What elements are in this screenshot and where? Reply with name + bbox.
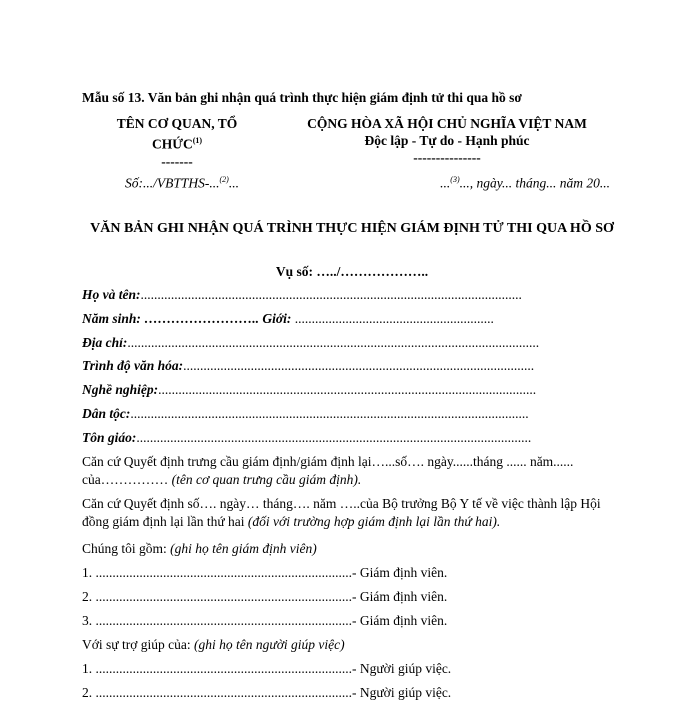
body-text xyxy=(82,453,627,705)
personal-info-fields xyxy=(82,287,622,454)
place-date-prefix: ... xyxy=(440,175,451,191)
agency-rule: ------- xyxy=(161,153,193,169)
field-ethnicity-label: Dân tộc: xyxy=(82,405,131,421)
national-motto: Độc lập - Tự do - Hạnh phúc xyxy=(364,133,530,148)
field-gender-dots: ........................................................... xyxy=(294,310,494,326)
document-number-prefix: Số:.../VBTTHS-... xyxy=(125,175,220,191)
field-occupation-label: Nghề nghiệp: xyxy=(82,382,159,398)
footnote-3: (3) xyxy=(450,175,460,184)
field-religion-dots: ..................................................................................................................... xyxy=(136,429,532,445)
field-gender-label: Giới: xyxy=(262,310,292,326)
paragraph-council-decision-note: (đối với trường hợp giám định lại lần thứ hai). xyxy=(247,514,501,529)
field-occupation-dots: ................................................................................................................ xyxy=(158,382,537,398)
field-education xyxy=(82,358,622,382)
field-address xyxy=(82,335,622,359)
footnote-2: (2) xyxy=(219,175,229,184)
agency-header xyxy=(92,115,262,170)
agency-name-line1: TÊN CƠ QUAN, TỔ xyxy=(116,116,238,131)
field-name-label: Họ và tên: xyxy=(82,287,141,302)
experts-intro-text: Chúng tôi gồm: xyxy=(82,541,171,556)
field-name-dots: ................................................................................................................. xyxy=(140,287,522,302)
place-date-suffix: ..., ngày... tháng... năm 20... xyxy=(459,175,610,191)
agency-name-line2 xyxy=(92,132,262,153)
document-number xyxy=(82,175,282,192)
field-ethnicity xyxy=(82,406,622,430)
paragraph-request-decision-note: (tên cơ quan trưng cầu giám định). xyxy=(171,472,362,487)
field-name xyxy=(82,287,622,311)
field-religion-label: Tôn giáo: xyxy=(82,429,137,445)
field-religion xyxy=(82,430,622,454)
expert-line-2: 2. ............................................................................- Giám định viên. xyxy=(82,589,448,604)
field-education-dots: ........................................................................................................ xyxy=(183,358,535,374)
national-title: CỘNG HÒA XÃ HỘI CHỦ NGHĨA VIỆT NAM xyxy=(307,116,587,131)
footnote-1: (1) xyxy=(192,136,203,145)
helpers-intro-note: (ghi họ tên người giúp việc) xyxy=(193,637,345,652)
field-address-label: Địa chỉ: xyxy=(82,334,128,350)
helpers-intro-text: Với sự trợ giúp của: xyxy=(82,637,194,652)
helpers-intro xyxy=(82,633,627,657)
paragraph-request-decision-text: Căn cứ Quyết định trưng cầu giám định/giám định lại…...số…. ngày......tháng ...... năm...... của…………… xyxy=(82,454,574,487)
expert-line-1: 1. ............................................................................- Giám định viên. xyxy=(82,565,448,580)
experts-intro-note: (ghi họ tên giám định viên) xyxy=(170,541,317,556)
paragraph-council-decision xyxy=(82,495,627,531)
document-title: VĂN BẢN GHI NHẬN QUÁ TRÌNH THỰC HIỆN GIÁM ĐỊNH TỬ THI QUA HỒ SƠ xyxy=(90,221,614,236)
form-title: Mẫu số 13. Văn bản ghi nhận quá trình thực hiện giám định tử thi qua hồ sơ xyxy=(82,90,522,105)
national-rule: --------------- xyxy=(413,150,481,165)
paragraph-council-decision-text: Căn cứ Quyết định số…. ngày… tháng…. năm …..của Bộ trưởng Bộ Y tế về việc thành lập Hội đồng giám định lại lần thứ hai xyxy=(82,496,601,529)
paragraph-request-decision xyxy=(82,453,627,489)
field-birth-label: Năm sinh: …………………….. xyxy=(82,310,260,326)
agency-name-line2-text: CHỨC xyxy=(151,136,193,152)
field-birth-gender xyxy=(82,311,622,335)
experts-intro xyxy=(82,537,627,561)
expert-line-3: 3. ............................................................................- Giám định viên. xyxy=(82,613,448,628)
helper-line-1: 1. ............................................................................- Người giúp việc. xyxy=(82,661,452,676)
case-number: Vụ số: …../……………….. xyxy=(275,264,429,279)
field-ethnicity-dots: ...................................................................................................................... xyxy=(130,405,529,421)
helper-line-2: 2. ............................................................................- Người giúp việc. xyxy=(82,685,452,700)
national-header xyxy=(282,115,612,166)
field-address-dots: .......................................................................................................................... xyxy=(127,334,540,350)
field-occupation xyxy=(82,382,622,406)
place-date xyxy=(310,175,610,192)
document-number-suffix: ... xyxy=(228,175,239,191)
field-education-label: Trình độ văn hóa: xyxy=(82,358,184,374)
